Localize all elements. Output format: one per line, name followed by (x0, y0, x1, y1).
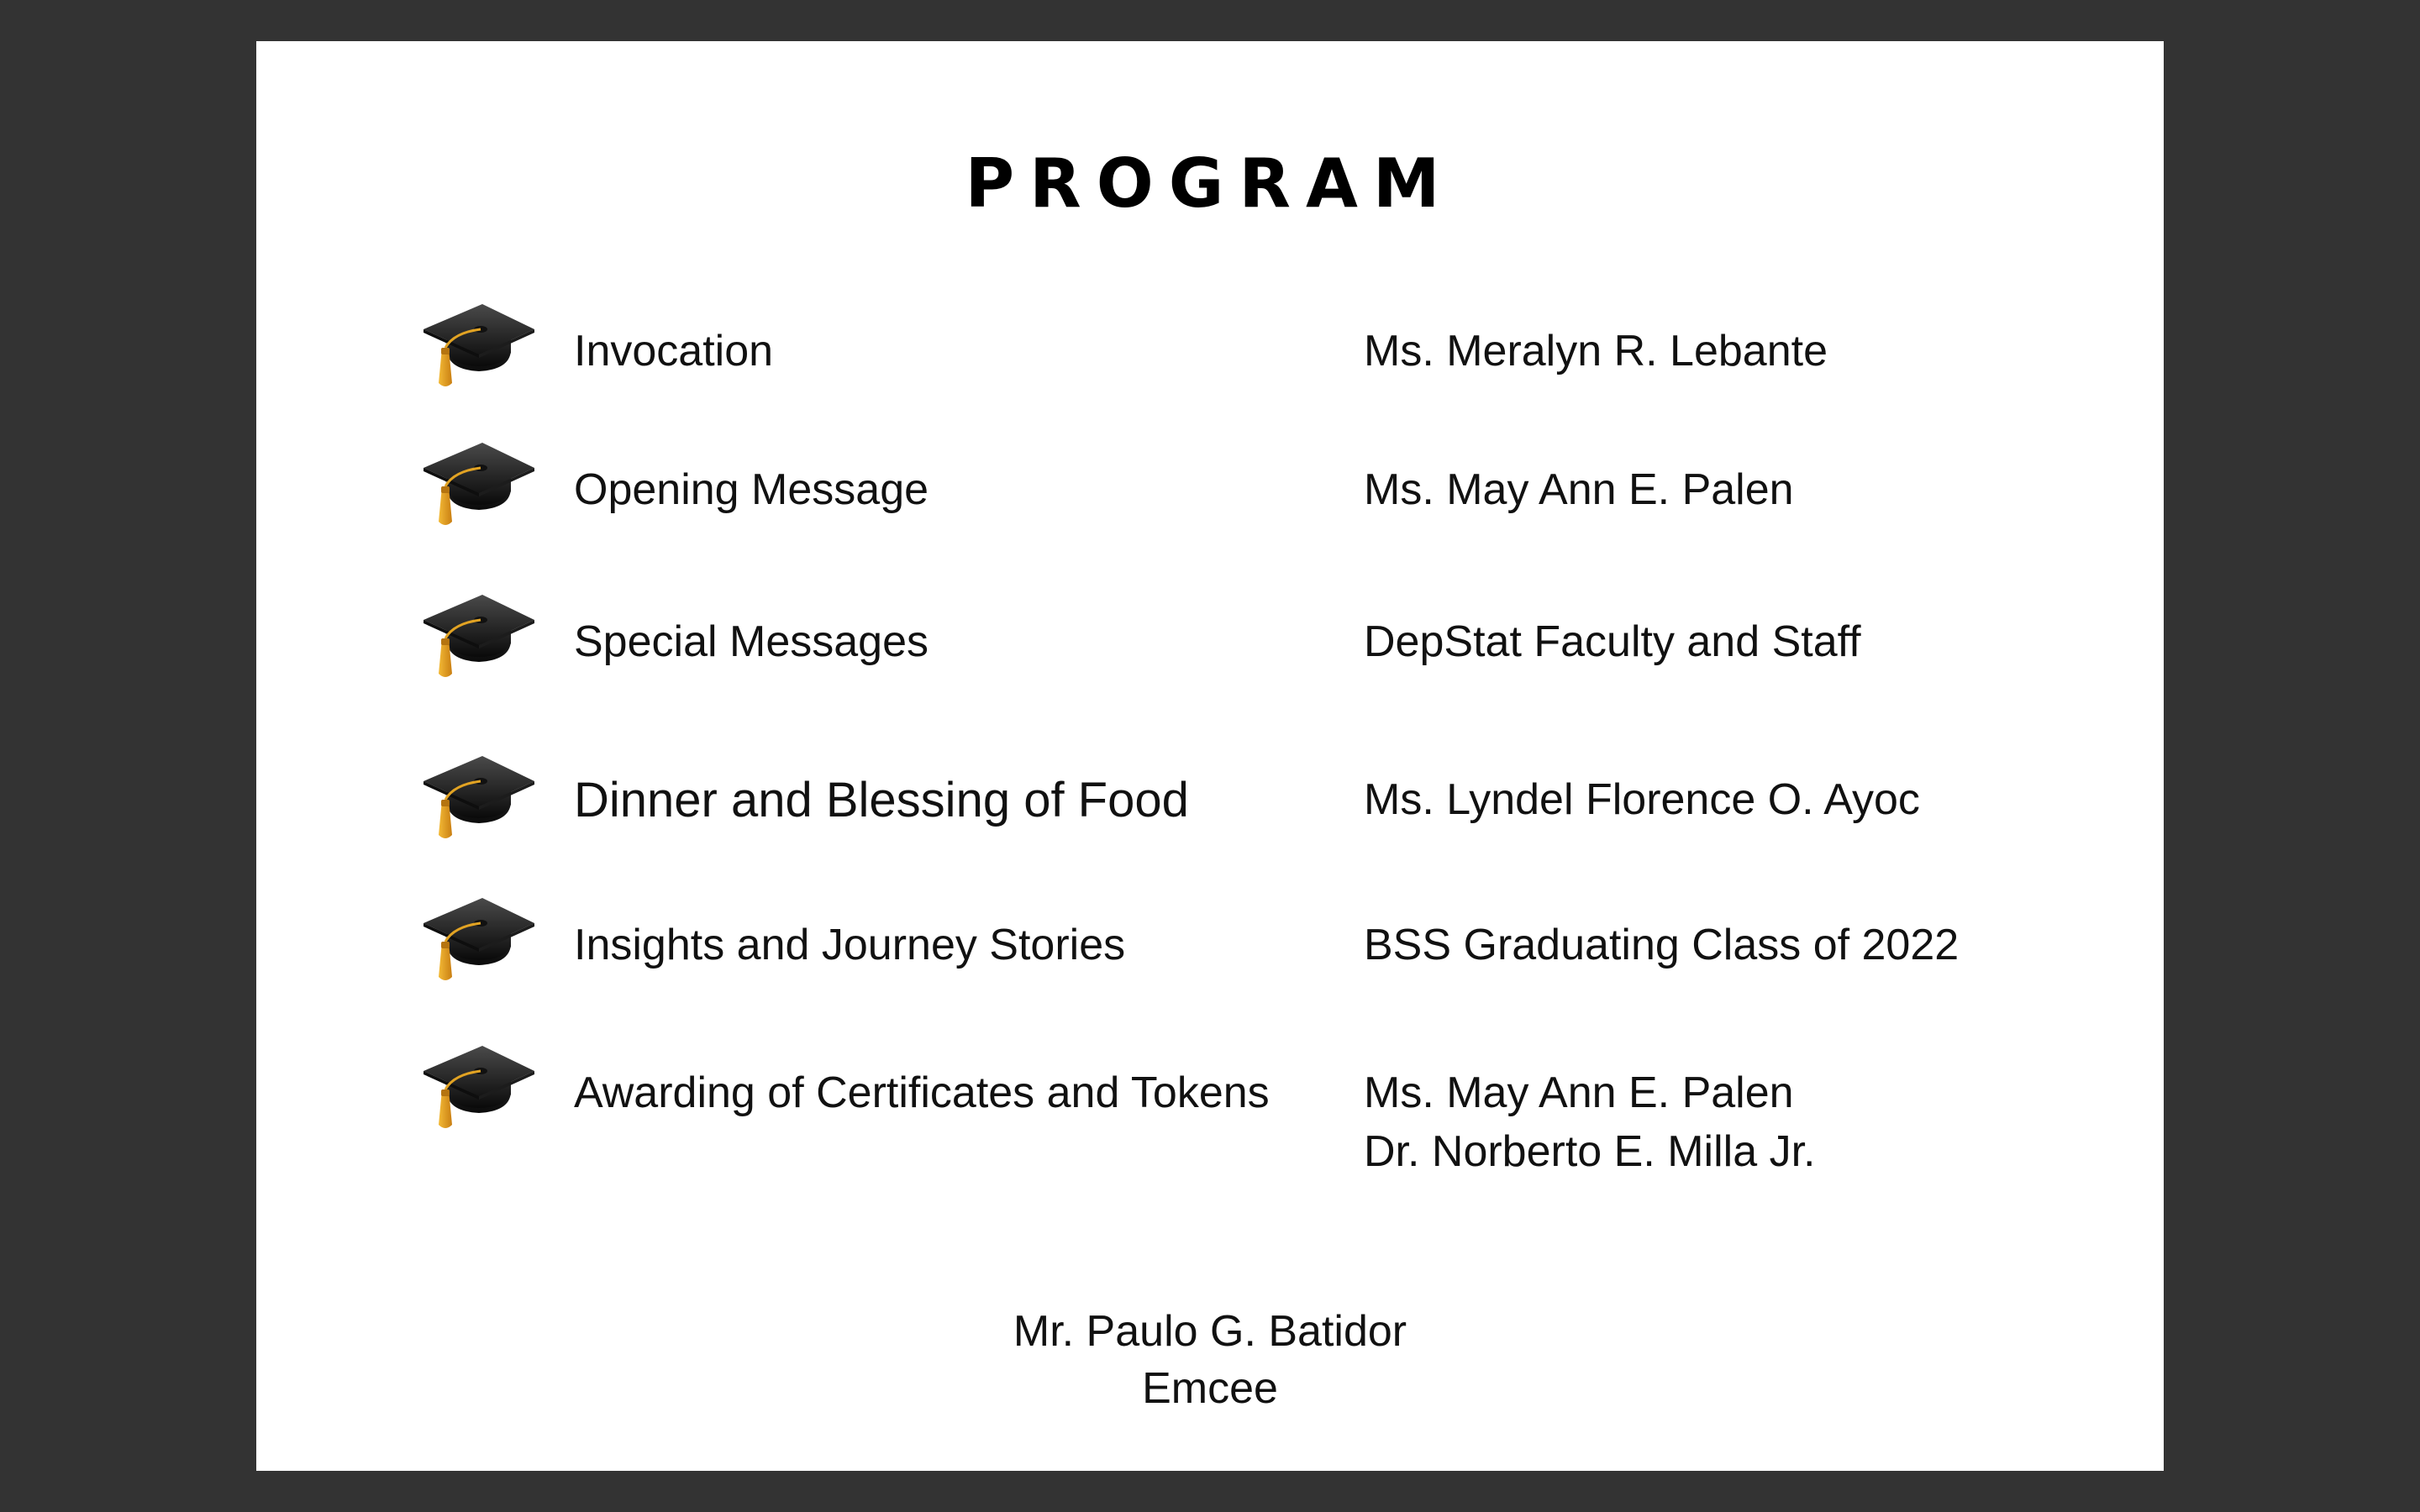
program-item-presenter: Ms. Lyndel Florence O. Ayoc (1364, 775, 1920, 824)
program-item (256, 590, 2164, 690)
program-item-presenter: DepStat Faculty and Staff (1364, 617, 1861, 666)
graduation-cap-icon (420, 299, 538, 391)
program-item-presenter: Ms. May Ann E. Palen (1364, 465, 1794, 514)
program-item-label: Dinner and Blessing of Food (574, 773, 1189, 827)
program-item-label: Awarding of Certificates and Tokens (574, 1068, 1270, 1117)
emcee-name: Mr. Paulo G. Batidor (1013, 1307, 1407, 1356)
program-item-presenter: Ms. Meralyn R. Lebante (1364, 327, 1828, 375)
graduation-cap-icon (420, 893, 538, 985)
program-item (256, 299, 2164, 400)
emcee-role: Emcee (1142, 1364, 1278, 1413)
program-slide (256, 41, 2164, 1471)
graduation-cap-icon (420, 1041, 538, 1133)
program-item (256, 438, 2164, 538)
program-item-presenter: Ms. May Ann E. Palen (1364, 1068, 1794, 1117)
program-item-label: Insights and Journey Stories (574, 921, 1126, 969)
program-item-label: Special Messages (574, 617, 929, 666)
program-item (256, 1041, 2164, 1209)
program-item (256, 751, 2164, 852)
program-item-label: Opening Message (574, 465, 929, 514)
program-item-label: Invocation (574, 327, 774, 375)
program-item-presenter-2: Dr. Norberto E. Milla Jr. (1364, 1127, 1816, 1176)
program-item (256, 893, 2164, 994)
program-title: PROGRAM (965, 144, 1455, 223)
program-item-presenter: BSS Graduating Class of 2022 (1364, 921, 1960, 969)
graduation-cap-icon (420, 751, 538, 843)
graduation-cap-icon (420, 438, 538, 530)
graduation-cap-icon (420, 590, 538, 682)
